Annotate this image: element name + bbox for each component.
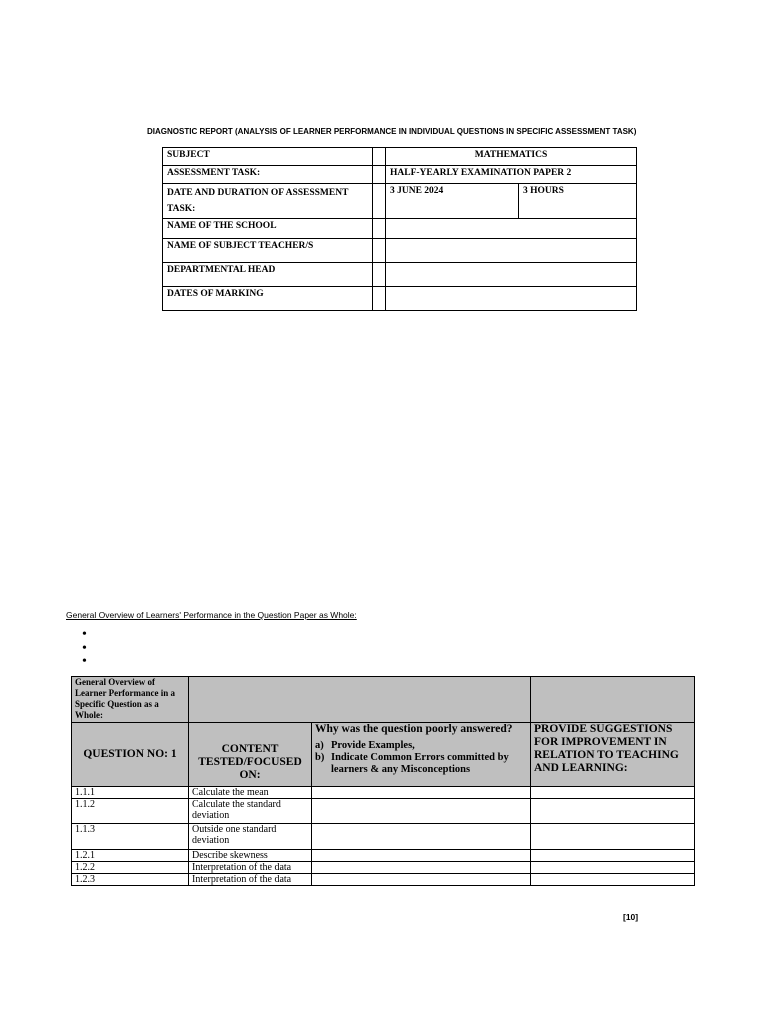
table-row <box>72 874 695 886</box>
spacer-cell <box>373 287 386 311</box>
subject-label: SUBJECT <box>163 148 373 166</box>
content-cell: Interpretation of the data <box>189 862 312 874</box>
why-item-b-text: Indicate Common Errors committed by learners & any Misconceptions <box>331 752 509 775</box>
spacer-cell <box>373 219 386 239</box>
why-cell <box>312 799 531 824</box>
page-title: DIAGNOSTIC REPORT (ANALYSIS OF LEARNER PERFORMANCE IN INDIVIDUAL QUESTIONS IN SPECIFIC ASSESSMENT TASK) <box>147 127 637 136</box>
suggestions-header: PROVIDE SUGGESTIONS FOR IMPROVEMENT IN RELATION TO TEACHING AND LEARNING: <box>531 723 695 787</box>
why-cell <box>312 850 531 862</box>
content-cell: Calculate the mean <box>189 787 312 799</box>
column-header-row <box>72 723 695 787</box>
why-header: Why was the question poorly answered? <box>315 723 513 735</box>
content-cell: Describe skewness <box>189 850 312 862</box>
spacer-cell <box>373 239 386 263</box>
why-item-a-marker: a) <box>315 740 324 751</box>
table-row <box>72 862 695 874</box>
why-cell <box>312 824 531 850</box>
question-analysis-table <box>71 676 695 886</box>
overview-header-row <box>72 677 695 723</box>
spacer-cell <box>373 263 386 287</box>
why-header-cell <box>312 723 531 787</box>
question-number-cell: 1.1.1 <box>72 787 189 799</box>
spacer-cell <box>373 184 386 219</box>
bullet-item: • <box>82 640 87 656</box>
spacer-cell <box>373 166 386 184</box>
bullet-item: • <box>82 627 87 642</box>
duration-value: 3 HOURS <box>519 184 637 219</box>
info-row-school <box>163 219 637 239</box>
date-value: 3 JUNE 2024 <box>386 184 519 219</box>
teacher-value <box>386 239 637 263</box>
overview-header-blank-right <box>531 677 695 723</box>
bullet-item: • <box>82 654 87 669</box>
question-number-cell: 1.2.1 <box>72 850 189 862</box>
why-item-b <box>315 752 527 776</box>
marking-value <box>386 287 637 311</box>
marking-label: DATES OF MARKING <box>163 287 373 311</box>
overview-header-cell: General Overview of Learner Performance in a Specific Question as a Whole: <box>72 677 189 723</box>
suggestion-cell <box>531 787 695 799</box>
date-label: DATE AND DURATION OF ASSESSMENT TASK: <box>163 184 373 219</box>
question-number-cell: 1.2.2 <box>72 862 189 874</box>
content-cell: Outside one standard deviation <box>189 824 312 850</box>
subject-value: MATHEMATICS <box>386 148 637 166</box>
task-label: ASSESSMENT TASK: <box>163 166 373 184</box>
table-row <box>72 824 695 850</box>
table-row <box>72 799 695 824</box>
info-row-marking <box>163 287 637 311</box>
why-item-a-text: Provide Examples, <box>331 740 415 751</box>
why-item-b-marker: b) <box>315 752 325 763</box>
assessment-info-table <box>162 147 637 311</box>
info-row-head <box>163 263 637 287</box>
suggestion-cell <box>531 824 695 850</box>
why-cell <box>312 862 531 874</box>
why-item-a <box>315 740 527 752</box>
head-label: DEPARTMENTAL HEAD <box>163 263 373 287</box>
overview-header-blank <box>189 677 531 723</box>
suggestion-cell <box>531 850 695 862</box>
task-value: HALF-YEARLY EXAMINATION PAPER 2 <box>386 166 637 184</box>
head-value <box>386 263 637 287</box>
content-cell: Calculate the standard deviation <box>189 799 312 824</box>
why-list <box>315 740 527 776</box>
info-row-task <box>163 166 637 184</box>
total-marks: [10] <box>623 912 639 922</box>
info-row-date <box>163 184 637 219</box>
question-number-cell: 1.1.2 <box>72 799 189 824</box>
why-cell <box>312 787 531 799</box>
why-cell <box>312 874 531 886</box>
suggestion-cell <box>531 874 695 886</box>
suggestion-cell <box>531 862 695 874</box>
question-number-cell: 1.2.3 <box>72 874 189 886</box>
overview-heading: General Overview of Learners' Performance in the Question Paper as Whole: <box>66 610 357 620</box>
overview-bullet-list <box>70 628 87 669</box>
info-row-subject <box>163 148 637 166</box>
teacher-label: NAME OF SUBJECT TEACHER/S <box>163 239 373 263</box>
content-cell: Interpretation of the data <box>189 874 312 886</box>
spacer-cell <box>373 148 386 166</box>
suggestion-cell <box>531 799 695 824</box>
table-row <box>72 787 695 799</box>
school-label: NAME OF THE SCHOOL <box>163 219 373 239</box>
content-header: CONTENT TESTED/FOCUSED ON: <box>189 723 312 787</box>
info-row-teacher <box>163 239 637 263</box>
question-number-cell: 1.1.3 <box>72 824 189 850</box>
table-row <box>72 850 695 862</box>
school-value <box>386 219 637 239</box>
question-no-header: QUESTION NO: 1 <box>72 723 189 787</box>
